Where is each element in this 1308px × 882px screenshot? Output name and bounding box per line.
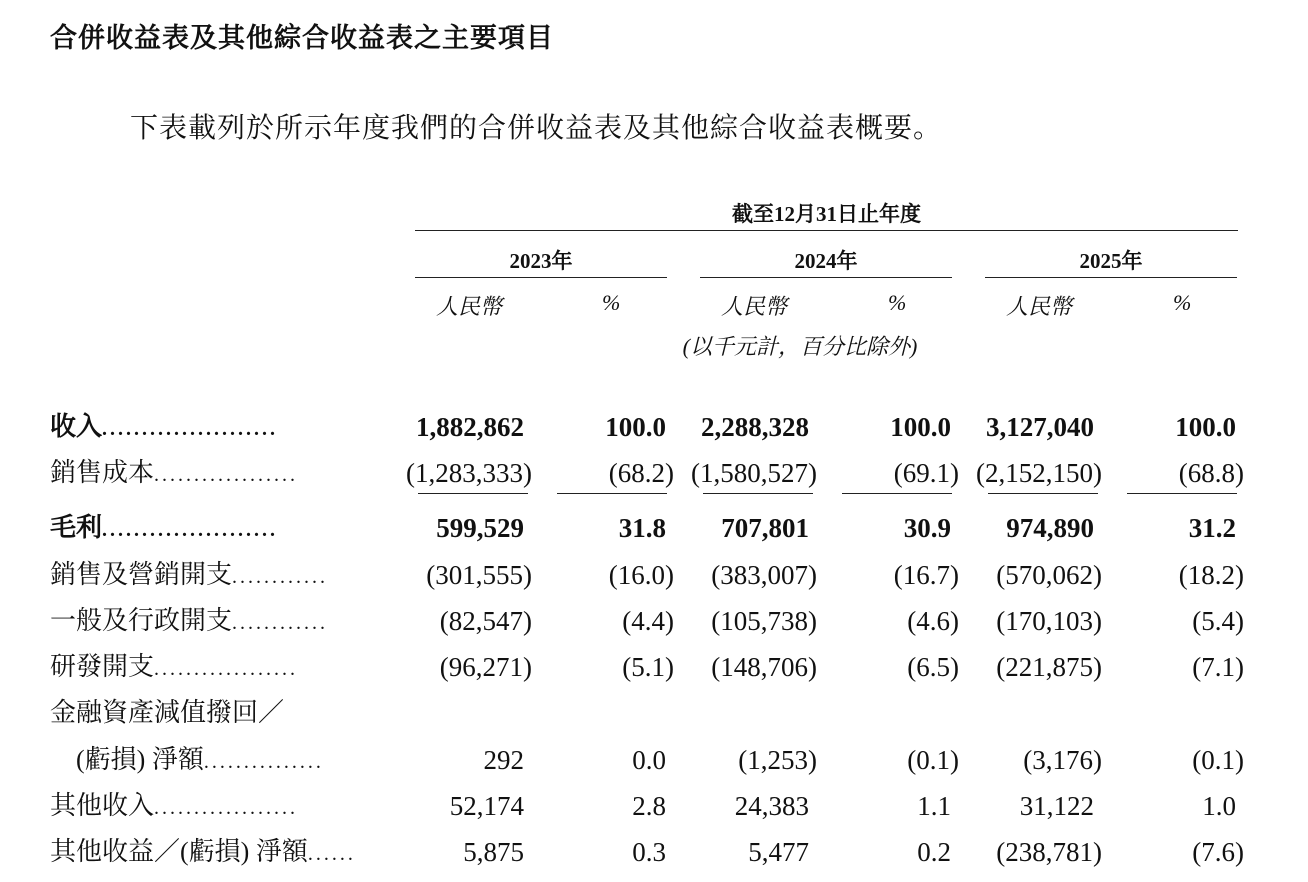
row-label: 收入...................... [50, 412, 279, 441]
value-2025-amount: (2,152,150) [976, 458, 1102, 488]
unit-currency-2025: 人民幣 [1006, 294, 1073, 319]
value-2025-amount: (238,781) [996, 837, 1102, 867]
period-header: 截至12月31日止年度 [732, 202, 921, 226]
value-2023-pct: 100.0 [605, 412, 666, 442]
value-2023-pct: (68.2) [608, 458, 674, 488]
header-rule [415, 230, 1238, 231]
subtotal-rule [1127, 493, 1237, 494]
value-2025-pct: 100.0 [1175, 412, 1236, 442]
value-2023-amount: 292 [483, 745, 524, 775]
value-2025-amount: (570,062) [996, 560, 1102, 590]
value-2023-pct: 2.8 [632, 791, 666, 821]
row-label: 毛利...................... [50, 513, 279, 542]
unit-note: (以千元計，百分比除外) [682, 334, 918, 359]
value-2024-pct: (4.6) [907, 606, 959, 636]
value-2024-pct: (6.5) [907, 652, 959, 682]
row-label: 銷售成本.................. [50, 458, 299, 487]
value-2023-amount: 599,529 [436, 513, 524, 543]
value-2023-amount: 52,174 [449, 791, 524, 821]
row-label: 金融資產減值撥回／ [50, 698, 285, 727]
year-2023: 2023年 [509, 249, 573, 273]
value-2024-pct: 30.9 [903, 513, 951, 543]
section-title: 合併收益表及其他綜合收益表之主要項目 [50, 23, 554, 54]
unit-currency-2023: 人民幣 [436, 294, 503, 319]
value-2024-amount: 2,288,328 [701, 412, 809, 442]
value-2024-amount: (148,706) [711, 652, 817, 682]
row-label: 銷售及營銷開支............ [50, 560, 329, 589]
value-2025-pct: (18.2) [1178, 560, 1244, 590]
value-2024-amount: 24,383 [734, 791, 809, 821]
value-2024-pct: 0.2 [917, 837, 951, 867]
value-2023-amount: (82,547) [439, 606, 532, 636]
subtotal-rule [842, 493, 952, 494]
value-2025-amount: 3,127,040 [986, 412, 1094, 442]
value-2023-amount: 5,875 [463, 837, 524, 867]
year-2025: 2025年 [1079, 249, 1143, 273]
value-2024-pct: 100.0 [890, 412, 951, 442]
value-2023-amount: (1,283,333) [406, 458, 532, 488]
year-rule-2025 [985, 277, 1237, 278]
value-2025-pct: (68.8) [1178, 458, 1244, 488]
subtotal-rule [703, 493, 813, 494]
value-2023-amount: (301,555) [426, 560, 532, 590]
value-2024-amount: (383,007) [711, 560, 817, 590]
value-2023-pct: (4.4) [622, 606, 674, 636]
value-2024-amount: (1,580,527) [691, 458, 817, 488]
year-rule-2023 [415, 277, 667, 278]
value-2025-pct: (7.6) [1192, 837, 1244, 867]
unit-currency-2024: 人民幣 [721, 294, 788, 319]
value-2024-amount: 707,801 [721, 513, 809, 543]
value-2025-amount: 31,122 [1019, 791, 1094, 821]
subtotal-rule [418, 493, 528, 494]
value-2025-amount: (170,103) [996, 606, 1102, 636]
row-label: 其他收益／(虧損) 淨額...... [50, 837, 356, 866]
unit-pct-2024: % [888, 290, 907, 315]
value-2024-pct: (69.1) [893, 458, 959, 488]
table-row [0, 740, 1308, 780]
value-2024-pct: (16.7) [893, 560, 959, 590]
value-2025-amount: (221,875) [996, 652, 1102, 682]
table-row [0, 555, 1308, 595]
value-2023-pct: (5.1) [622, 652, 674, 682]
intro-paragraph: 下表載列於所示年度我們的合併收益表及其他綜合收益表概要。 [130, 113, 943, 144]
table-row [0, 407, 1308, 447]
value-2023-pct: 31.8 [618, 513, 666, 543]
subtotal-rule [988, 493, 1098, 494]
value-2023-pct: 0.0 [632, 745, 666, 775]
value-2024-amount: 5,477 [748, 837, 809, 867]
value-2025-pct: 31.2 [1188, 513, 1236, 543]
value-2024-pct: (0.1) [907, 745, 959, 775]
value-2025-pct: (0.1) [1192, 745, 1244, 775]
value-2023-pct: (16.0) [608, 560, 674, 590]
table-row [0, 786, 1308, 826]
value-2023-pct: 0.3 [632, 837, 666, 867]
table-row [0, 832, 1308, 872]
year-rule-2024 [700, 277, 952, 278]
unit-pct-2023: % [602, 290, 621, 315]
table-row [0, 453, 1308, 493]
table-row [0, 601, 1308, 641]
value-2025-pct: 1.0 [1202, 791, 1236, 821]
value-2024-pct: 1.1 [917, 791, 951, 821]
table-row [0, 647, 1308, 687]
table-row [0, 508, 1308, 548]
subtotal-rule [557, 493, 667, 494]
table-row [0, 693, 1308, 733]
value-2025-pct: (5.4) [1192, 606, 1244, 636]
row-label: (虧損) 淨額............... [76, 745, 324, 774]
row-label: 一般及行政開支............ [50, 606, 329, 635]
row-label: 研發開支.................. [50, 652, 299, 681]
value-2023-amount: 1,882,862 [416, 412, 524, 442]
row-label: 其他收入.................. [50, 791, 299, 820]
value-2024-amount: (1,253) [738, 745, 817, 775]
year-2024: 2024年 [794, 249, 858, 273]
unit-pct-2025: % [1173, 290, 1192, 315]
value-2025-pct: (7.1) [1192, 652, 1244, 682]
value-2025-amount: 974,890 [1006, 513, 1094, 543]
value-2023-amount: (96,271) [439, 652, 532, 682]
value-2024-amount: (105,738) [711, 606, 817, 636]
value-2025-amount: (3,176) [1023, 745, 1102, 775]
